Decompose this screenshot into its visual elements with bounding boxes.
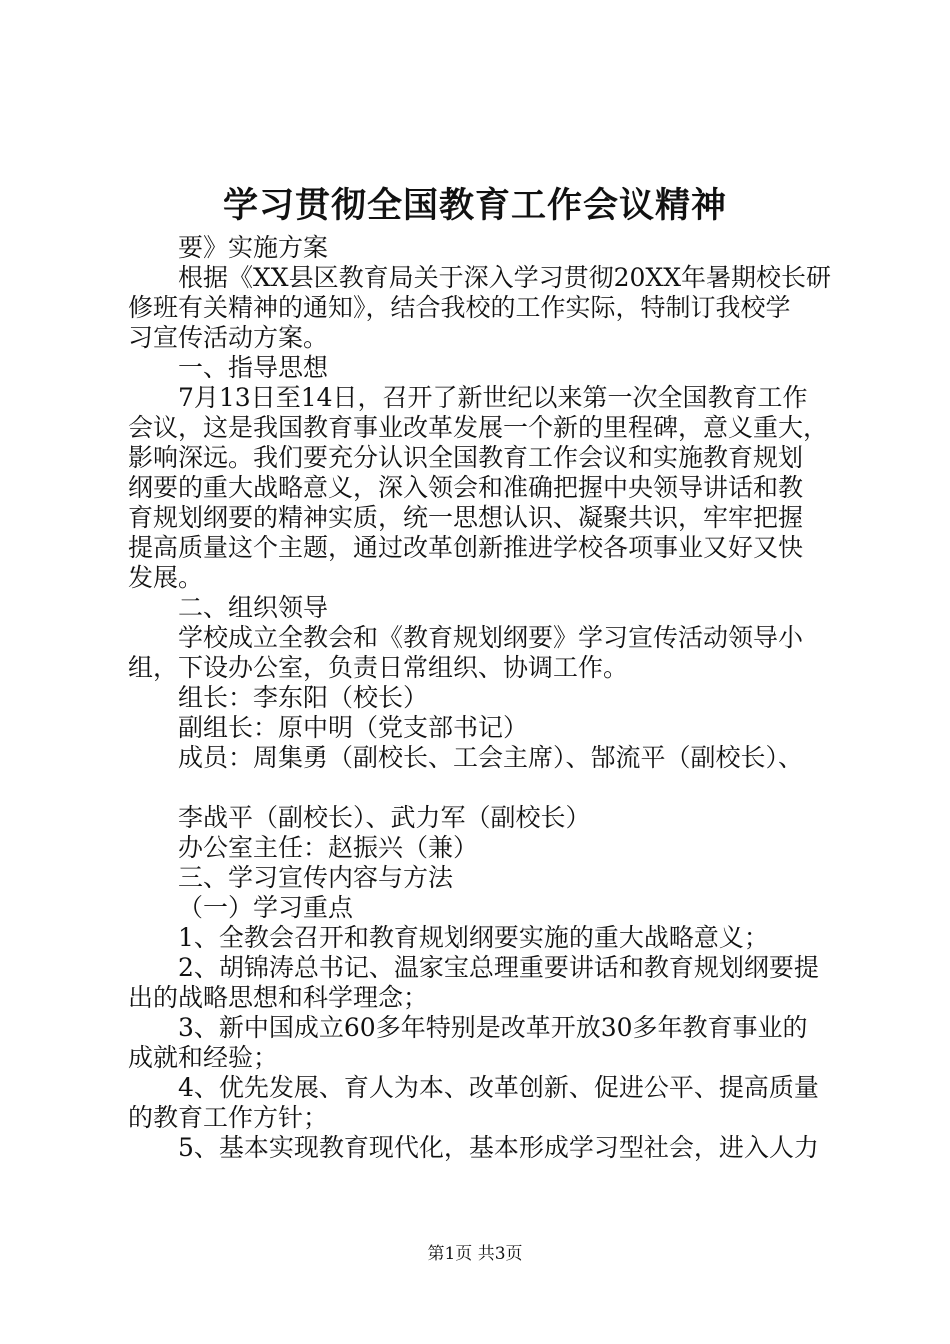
paragraph-line: 纲要的重大战略意义，深入领会和准确把握中央领导讲话和教: [128, 473, 804, 502]
paragraph-line: 3、新中国成立60多年特别是改革开放30多年教育事业的: [178, 1013, 808, 1042]
paragraph-line: 发展。: [128, 563, 204, 592]
paragraph-line: 2、胡锦涛总书记、温家宝总理重要讲话和教育规划纲要提: [178, 953, 819, 982]
paragraph-line: 一、指导思想: [178, 353, 329, 382]
paragraph-line: 三、学习宣传内容与方法: [178, 863, 454, 892]
paragraph-line: （一）学习重点: [178, 893, 354, 922]
paragraph-line: 提高质量这个主题，通过改革创新推进学校各项事业又好又快: [128, 533, 804, 562]
document-title: 学习贯彻全国教育工作会议精神: [222, 185, 727, 226]
paragraph-line: 李战平（副校长）、武力军（副校长）: [178, 803, 591, 832]
paragraph-line: 育规划纲要的精神实质，统一思想认识、凝聚共识，牢牢把握: [128, 503, 804, 532]
paragraph-line: 修班有关精神的通知》，结合我校的工作实际，特制订我校学: [128, 293, 791, 322]
paragraph-line: 4、优先发展、育人为本、改革创新、促进公平、提高质量: [178, 1073, 819, 1102]
paragraph-line: 出的战略思想和科学理念；: [128, 983, 429, 1012]
page-footer: 第1页 共3页: [427, 1244, 523, 1264]
paragraph-line: 成就和经验；: [128, 1043, 279, 1072]
paragraph-line: 学校成立全教会和《教育规划纲要》学习宣传活动领导小: [178, 623, 804, 652]
paragraph-line: 1、全教会召开和教育规划纲要实施的重大战略意义；: [178, 923, 769, 952]
paragraph-line: 的教育工作方针；: [128, 1103, 329, 1132]
paragraph-line: 习宣传活动方案。: [128, 323, 329, 352]
paragraph-line: 副组长：原中明（党支部书记）: [178, 713, 529, 742]
paragraph-line: 5、基本实现教育现代化，基本形成学习型社会，进入人力: [178, 1133, 819, 1162]
document-body: [128, 233, 840, 1163]
paragraph-line: 根据《XX县区教育局关于深入学习贯彻20XX年暑期校长研: [178, 263, 832, 292]
paragraph-line: 要》实施方案: [178, 233, 329, 262]
paragraph-line: 办公室主任：赵振兴（兼）: [178, 833, 479, 862]
paragraph-line: 成员：周集勇（副校长、工会主席）、郜流平（副校长）、: [178, 743, 804, 772]
paragraph-line: 会议，这是我国教育事业改革发展一个新的里程碑，意义重大，: [128, 413, 829, 442]
paragraph-line: 组，下设办公室，负责日常组织、协调工作。: [128, 653, 629, 682]
paragraph-line: 7月13日至14日，召开了新世纪以来第一次全国教育工作: [178, 383, 808, 412]
paragraph-line: 影响深远。我们要充分认识全国教育工作会议和实施教育规划: [128, 443, 804, 472]
paragraph-line: 二、组织领导: [178, 593, 329, 622]
paragraph-line: 组长：李东阳（校长）: [178, 683, 429, 712]
